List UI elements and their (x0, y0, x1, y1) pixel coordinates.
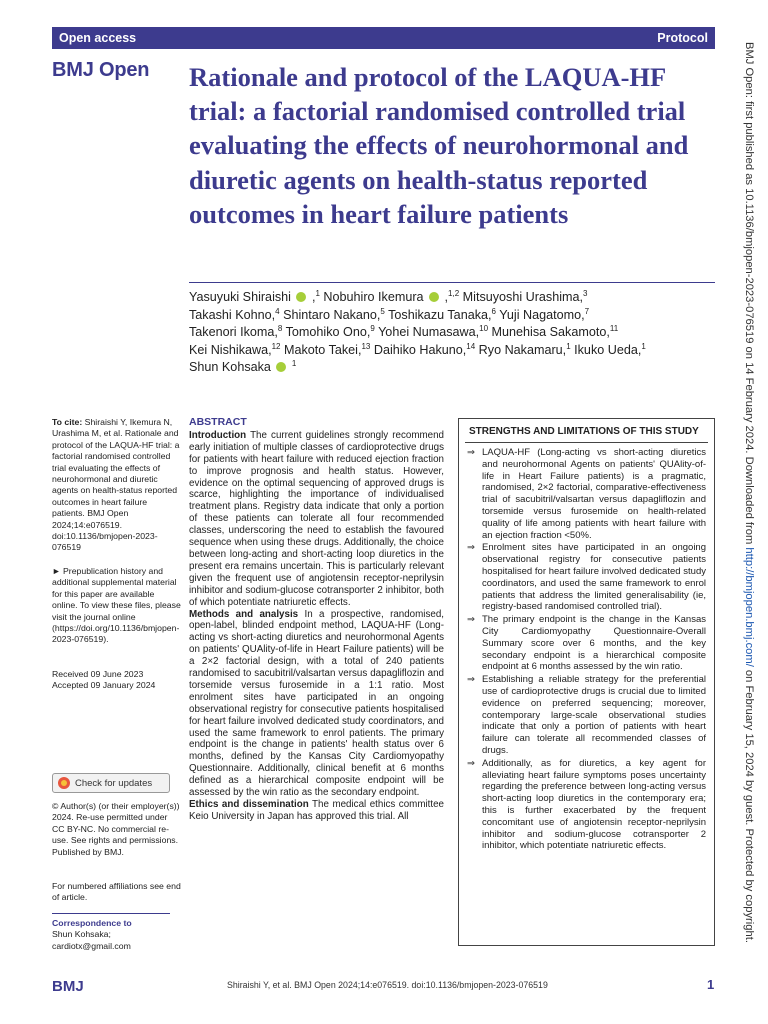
strength-text: The primary endpoint is the change in the Kansas City Cardiomyopathy Questionnaire-Overall Summary score over 6 months, and the key secondary endpoint is a hierarchical composite endpoint at 6 months assessed by the win ratio. (482, 614, 706, 673)
affiliation-number: 7 (584, 306, 590, 316)
affiliation-number: 6 (491, 306, 496, 316)
correspondence-label: Correspondence to (52, 918, 132, 928)
author-name: Kei Nishikawa, (189, 342, 272, 357)
strengths-limitations-box (458, 418, 715, 946)
author-name: Shintaro Nakano, (279, 307, 381, 322)
check-for-updates-label: Check for updates (75, 777, 153, 789)
affiliation-number: 1 (291, 359, 297, 369)
author-name: Takenori Ikoma, (189, 325, 278, 340)
author-name: Makoto Takei, (280, 342, 362, 357)
author-name: Yuji Nagatomo, (495, 307, 585, 322)
affiliation-number: 13 (361, 341, 371, 351)
ethics-label: Ethics and dissemination (189, 799, 309, 810)
strengths-list (459, 443, 714, 852)
accepted-date: Accepted 09 January 2024 (52, 680, 156, 691)
author-name: Ryo Nakamaru, (475, 342, 567, 357)
orcid-icon[interactable] (276, 362, 286, 372)
journal-link[interactable]: http://bmjopen.bmj.com/ (743, 547, 755, 667)
author-name: Shun Kohsaka (189, 360, 275, 375)
author-name: Tomohiko Ono, (282, 325, 371, 340)
strengths-heading: STRENGTHS AND LIMITATIONS OF THIS STUDY (469, 426, 699, 437)
strength-item (467, 674, 706, 757)
affiliation-number: 1 (315, 288, 320, 298)
correspondence-block (52, 918, 182, 952)
orcid-icon[interactable] (429, 292, 439, 302)
strength-item (467, 542, 706, 613)
cite-text: Shiraishi Y, Ikemura N, Urashima M, et al. Rationale and protocol of the LAQUA-HF trial: a factorial randomised controlled trial evaluating the effects of neurohormonal and diuretic agents on health-status reported outcomes in heart failure patients. BMJ Open 2024;14:e076519. doi:10.1136/bmjopen-2023-076519 (52, 417, 180, 553)
double-arrow-icon: ⇒ (467, 614, 475, 626)
author-line (189, 342, 715, 360)
page-number: 1 (707, 977, 715, 992)
introduction-label: Introduction (189, 429, 247, 441)
introduction-text: The current guidelines strongly recommend early initiation of multiple classes of cardioprotective drugs for patients with heart failure with reduced ejection fraction to improve prognosis and health status. However, evidence on the optimal sequencing of approved drugs is scarce, highlighting the importance of individualised treatment plans. Registry data indicate that only a portion of these patients can tolerate all four recommended classes, underscoring the need to establish the favoured sequence when using these drugs. Additionally, the choice between long-acting and short-acting loop diuretics in the present era remains uncertain. This is particularly relevant given the frequent use of angiotensin receptor-neprilysin inhibitor and sodium-glucose cotransporter 2 inhibitor, both of which potentiate natriuretic effects. (189, 429, 444, 608)
open-access-label: Open access (59, 31, 137, 45)
double-arrow-icon: ⇒ (467, 542, 475, 554)
author-name: Yasuyuki Shiraishi (189, 290, 295, 304)
affiliation-number: 8 (277, 324, 283, 333)
abstract (189, 417, 444, 823)
author-line (189, 289, 715, 307)
author-name: Daihiko Hakuno, (370, 342, 467, 357)
citation-box (52, 417, 182, 554)
author-name: Mitsuyoshi Urashima, (459, 290, 584, 304)
double-arrow-icon: ⇒ (467, 447, 475, 458)
affiliation-number: 12 (271, 341, 281, 351)
article-type-label: Protocol (657, 31, 708, 45)
affiliation-number: 4 (275, 306, 280, 316)
ethics-text: The medical ethics committee Keio University in Japan has approved this trial. All (189, 799, 444, 822)
author-name: Toshikazu Tanaka, (384, 307, 492, 322)
author-list (189, 289, 715, 377)
author-line (189, 324, 715, 342)
strength-text: LAQUA-HF (Long-acting vs short-acting diuretics and neurohormonal Agents on patients' QUAlity-of-life in Heart Failure patients) is a pragmatic, randomised, 2×2 factorial, comparative-effectiveness trial of sacubitril/valsartan versus dapagliflozin and torsemide versus furosemide on health-related quality of life among patients with heart failure with an ejection fraction <50%. (482, 447, 706, 541)
strength-item (467, 758, 706, 852)
author-name: Munehisa Sakamoto, (488, 325, 610, 340)
prepublication-note: ► Prepublication history and additional supplemental material for this paper are available online. To view these files, please visit the journal online (https://doi.org/10.1136/bmjopen-2023-076519). (52, 566, 181, 645)
strength-text: Additionally, as for diuretics, a key agent for alleviating heart failure symptoms poses uncertainty regarding the preference between long-acting versus short-acting loop diuretics in the contemporary era; this is further exacerbated by the frequent concomitant use of angiotensin receptor-neprilysin inhibitor and sodium-glucose cotransporter 2 inhibitor, which potentiate natriuretic effects. (482, 757, 706, 852)
affiliation-number: 1 (566, 341, 571, 351)
affiliation-number: 9 (370, 324, 375, 333)
download-watermark (741, 42, 755, 982)
received-date: Received 09 June 2023 (52, 669, 144, 679)
double-arrow-icon: ⇒ (467, 757, 475, 769)
affiliation-number: 5 (380, 306, 385, 316)
article-dates (52, 669, 182, 692)
correspondence-name: Shun Kohsaka; (52, 929, 111, 940)
copyright-notice: © Author(s) (or their employer(s)) 2024. Re-use permitted under CC BY-NC. No commercial re-use. See rights and permissions. Published by BMJ. (52, 801, 180, 857)
correspondence-email[interactable]: cardiotx@gmail.com (52, 940, 131, 951)
double-arrow-icon: ⇒ (467, 674, 475, 686)
author-name: Ikuko Ueda, (570, 342, 642, 357)
abstract-methods (189, 609, 444, 800)
orcid-icon[interactable] (296, 292, 306, 302)
footer-citation: Shiraishi Y, et al. BMJ Open 2024;14:e076519. doi:10.1136/bmjopen-2023-076519 (227, 980, 548, 990)
abstract-heading: ABSTRACT (189, 416, 247, 428)
strength-text: Enrolment sites have participated in an ongoing observational registry for consecutive patients hospitalised for heart failure involved dedicated study coordinators, and used the same framework to enrol patients that address the limited generalisability (ie, registry-based randomised controlled trial). (482, 542, 706, 613)
watermark-text-end: on February 15, 2024 by guest. Protected by copyright. (743, 666, 755, 943)
title-divider (189, 282, 715, 283)
cite-label: To cite: (52, 417, 83, 427)
check-for-updates-button[interactable] (52, 773, 170, 793)
methods-label: Methods and analysis (189, 608, 299, 620)
correspondence-divider (52, 913, 170, 914)
abstract-introduction (189, 430, 444, 609)
bmj-logo[interactable]: BMJ (52, 978, 84, 995)
journal-header-bar (52, 27, 715, 49)
affiliation-number: 1 (641, 341, 646, 351)
strength-text: Establishing a reliable strategy for the preferential use of cardioprotective drugs is crucial due to limited evidence on preferred sequencing; moreover, contemporary large-scale observational studies indicate that only a portion of patients with heart failure can tolerate all recommended classes of drugs. (482, 674, 706, 756)
crossmark-icon (58, 777, 70, 789)
strength-item (467, 447, 706, 541)
affiliations-note: For numbered affiliations see end of article. (52, 881, 181, 903)
journal-logo[interactable]: BMJ Open (52, 59, 150, 81)
affiliation-number: 3 (583, 288, 588, 298)
strength-item (467, 614, 706, 673)
author-name: Yohei Numasawa, (374, 325, 480, 340)
author-name: Nobuhiro Ikemura (319, 290, 428, 304)
affiliation-number: 14 (466, 341, 476, 351)
author-name: , (441, 290, 449, 304)
author-line (189, 359, 715, 377)
methods-text: In a prospective, randomised, open-label, blinded endpoint method, LAQUA-HF (Long-acting vs short-acting diuretics and neurohormonal Agents on patients' QUAlity-of-life in Heart Failure patients) will be a 2×2 factorial design, with a total of 240 patients randomised to sacubitril/valsartan versus dapagliflozin and torsemide versus furosemide in a 1:1 ratio. Most enrolment sites have participated in an ongoing observational registry for consecutive patients hospitalised for heart failure involved dedicated study coordinators, and used the same framework to enrol patients. The primary endpoint is the change in patients' health status over 6 months, defined by the Kansas City Cardiomyopathy Questionnaire. Additionally, clinical benefit at 6 months defined as a hierarchical composite endpoint will be assessed by the win ratio as the secondary endpoint. (189, 608, 444, 799)
affiliation-number: 10 (479, 324, 489, 333)
author-line (189, 307, 715, 325)
watermark-text-start: BMJ Open: first published as 10.1136/bmjopen-2023-076519 on 14 February 2024. Downloaded from (743, 42, 755, 548)
author-name: , (308, 290, 316, 304)
affiliation-number: 1,2 (448, 288, 460, 298)
affiliation-number: 11 (609, 324, 619, 333)
abstract-ethics (189, 799, 444, 823)
article-title: Rationale and protocol of the LAQUA-HF trial: a factorial randomised controlled trial evaluating the effects of neurohormonal and diuretic agents on health-status reported outcomes in heart failure patients (189, 62, 689, 229)
author-name: Takashi Kohno, (189, 307, 276, 322)
